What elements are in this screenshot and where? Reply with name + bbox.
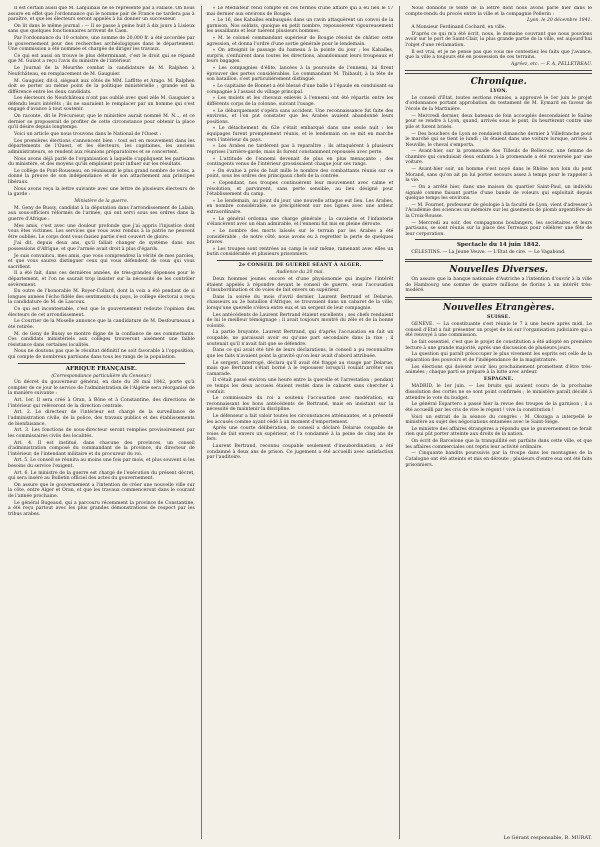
- article-paragraph: On raconte, dit le Précurseur, que le ministère aurait nommé M. N..., et ce dernier se proposerait de profiter de cette circonstance pour obtenir la place qu'il désire depuis longtemps.: [8, 114, 195, 131]
- article-paragraph: « Le lendemain, au point du jour, une nouvelle attaque eut lieu. Les Arabes, en nombre considérable, se précipitèrent sur nos lignes avec une ardeur extraordinaire.: [206, 198, 394, 216]
- article-paragraph: Le conseil d'Etat, toutes sections réunies, a approuvé le 1er juin le projet d'ordonnance portant approbation du testament de M. Eymard en faveur de l'école de la Martinière.: [405, 95, 593, 112]
- section-heading-nouvelles-diverses: Nouvelles Diverses.: [449, 265, 548, 276]
- article-paragraph: GENÈVE. — La constituante s'est réunie le 7 à une heure après midi. Le conseil d'Etat a fait présenter un projet de loi sur l'organisation judiciaire qui a été renvoyé à une commission.: [405, 322, 593, 339]
- article-paragraph: CÉLESTINS. — La Jeune Veuve. — L'Etat de cire. — Le Vagabond.: [411, 250, 566, 256]
- article-paragraph: Art. 2. Le directeur de l'intérieur est chargé de la surveillance de l'administration civile, de la police, des travaux publics et des établissements de bienfaisance.: [8, 410, 195, 427]
- section-divider: [18, 363, 185, 364]
- article-paragraph: « Cependant, nos troupes continuèrent leur mouvement avec calme et résolution, et parvinrent, sans perte sensible, au lieu désigné pour l'établissement du camp.: [206, 181, 394, 198]
- article-paragraph: — Avant-hier, sur la promenade des Tilleuls de Bellecour, une femme de chambre qui conduisait deux enfants à la promenade a été renversée par une voiture.: [405, 149, 593, 166]
- article-paragraph: Voici un article que nous trouvons dans le National de l'Ouest :: [14, 131, 162, 137]
- section-divider: [405, 70, 592, 73]
- article-paragraph: Le collège de Pont-Rousseau, en réunissant le plus grand nombre de votes, a donné la preuve de son indépendance et de son attachement aux principes libéraux.: [8, 168, 195, 185]
- article-paragraph: « M. le colonel commandant supérieur de Bougie résolut de châtier cette agression, et donna l'ordre d'une sortie générale pour le lendemain.: [206, 36, 394, 47]
- section-heading-conseil: 2e CONSEIL DE GUERRE SÉANT À ALGER.: [238, 261, 362, 268]
- article-paragraph: Mes amis, c'est avec une douleur profonde que j'ai appris l'injustice dont vous êtes victimes. Les services que vous avez rendus à la patrie ne peuvent être oubliés. Le corps dont vous faisiez partie s'est couvert de gloire.: [8, 223, 195, 240]
- article-paragraph: Le défenseur a fait valoir toutes les circonstances atténuantes, et a présenté les accusés comme ayant cédé à un moment d'emportement.: [206, 414, 394, 425]
- article-paragraph: Le général Espartero a passé hier la revue des troupes de la garnison ; il a été accueilli par les cris de vive le régent ! vive la constitution !: [405, 402, 593, 413]
- minister-heading: Ministère de la guerre.: [74, 198, 129, 204]
- article-paragraph: En outre de l'honorable M. Royer-Collard, dont la voix a été pendant de si longues années l'écho fidèle des sentiments du pays, le collège électoral a reçu la candidature de M. de Lascoux.: [8, 289, 195, 306]
- letter-signature: Agréez, etc. — F. A. PELLETREAU.: [511, 61, 593, 67]
- article-paragraph: — On a arrêté hier, dans une maison du quartier Saint-Paul, un individu signalé comme faisant partie d'une bande de voleurs qui exploitait depuis quelque temps les environs.: [405, 185, 593, 202]
- article-paragraph: Voici un extrait de la séance du congrès : M. Olozaga a interpellé le ministère au sujet des négociations entamées avec le Saint-Siége.: [405, 414, 593, 426]
- article-paragraph: Les premières élections s'annoncent bien : tout est en mouvement dans les départements de l'Ouest, et les électeurs, les capitaines, les anciens administrateurs, se rendent aux réunions préparatoires et se concertent.: [8, 138, 195, 155]
- article-paragraph: « Le détachement du 62e s'était embarqué dans une seule nuit : les équipages furent promptement réunis, et le lendemain on se mit en marche vers l'intérieur du pays.: [206, 126, 394, 143]
- article-paragraph: Je suis convaincu, mes amis, que vous comprendrez la vérité de mes paroles, et que vous saurez distinguer ceux qui vous défendent de ceux qui vous sacrifient.: [8, 253, 195, 270]
- article-paragraph: Le Journal de la Meurthe combat la candidature de M. Ralphen à Neufchâteau, en remplacement de M. Gauguier.: [8, 66, 195, 77]
- article-paragraph: — Mercredi dernier, deux bateaux de foin accouplés descendaient le Saône pour se rendre à Lyon, quand, arrivés sous le pont, ils heurtèrent contre une pile et furent brisés.: [405, 113, 593, 130]
- article-paragraph: On assure que le gouvernement a l'intention de créer une nouvelle ville sur la côte, entre Alger et Oran, et que les travaux commenceront dans le courant de l'année prochaine.: [8, 482, 195, 500]
- article-paragraph: Le Courrier de la Moselle annonce que la candidature de M. Desfourneaux a été retirée.: [8, 319, 195, 330]
- article-paragraph: Le fait essentiel, c'est que le projet de constitution a été adopté en première lecture à une grande majorité, après une discussion de plusieurs jours.: [405, 340, 593, 351]
- article-paragraph: Par l'ordonnance du 10 octobre, une somme de 20,000 fr. a été accordée par le gouvernement pour des recherches archéologiques dans le département. Une commission a été nommée et chargée de diriger les travaux.: [8, 36, 195, 53]
- article-paragraph: Ce qui est incontestable, c'est que le gouvernement redoute l'opinion des électeurs de cet arrondissement.: [8, 307, 195, 318]
- subsection-heading-suisse: SUISSE.: [486, 313, 511, 320]
- article-paragraph: On lit dans le même journal : — Il se passe à peine huit à dix jours à Lisieux sans que quelques fonctionnaires arrivent de Caen.: [8, 23, 195, 35]
- article-paragraph: « On évalue à près de huit mille le nombre des combattants réunis sur ce point, sous les ordres des principaux chefs de la contrée.: [206, 168, 394, 180]
- gerant-signature: Le Gérant responsable, B. MURAT.: [503, 835, 592, 841]
- article-paragraph: « Le général ordonna une charge générale ; la cavalerie et l'infanterie s'élancèrent avec un élan admirable, et l'ennemi fut mis en pleine déroute.: [206, 216, 394, 228]
- article-paragraph: Il est certain aussi que M. Lanjuinais ne se représente pas à Falaise. On nous assure en effet que l'ordonnance qui le nomme pair de France ne tardera pas à paraître, et que les électeurs seront appelés à lui donner un successeur.: [8, 6, 195, 23]
- article-paragraph: « Le 16, des Kabaïles embusqués dans un ravin attaquèrent un convoi de la garnison. Nos soldats, quoique en petit nombre, repoussèrent vigoureusement les assaillants et leur tuèrent plusieurs hommes.: [206, 18, 394, 35]
- article-paragraph: « Le capitaine de Bonnet a été blessé d'une balle à l'épaule en conduisant sa compagnie à l'assaut du village principal.: [206, 84, 394, 95]
- article-paragraph: « On atteignit le passage du hameau à la pointe du jour ; les Kabaïles, surpris, s'enfuirent dans toutes les directions, abandonnant leurs troupeaux et leurs bagages.: [206, 48, 394, 65]
- article-paragraph: Art. 3. Les fonctions de sous-directeur seront remplies provisoirement par les commissaires civils des localités.: [8, 428, 195, 439]
- article-paragraph: A Monsieur Ferdinand Cochard, en ville.: [411, 25, 506, 31]
- article-paragraph: Un décret du gouverneur général, en date du 28 mai 1842, porte qu'à compter de ce jour le service de l'administration de l'Algérie sera réorganisé de la manière suivante :: [8, 380, 195, 397]
- article-paragraph: « Les compagnies d'élite, lancées à la poursuite de l'ennemi, lui firent éprouver des pertes considérables. Le commandant M. Thibault, à la tête de son bataillon, s'est particulièrement distingué.: [206, 66, 394, 83]
- article-paragraph: Nous avons reçu la lettre suivante avec une lettre de plusieurs électeurs de la garde :: [8, 186, 195, 198]
- article-paragraph: On assure que la banque nationale d'Autriche a l'intention d'ouvrir à la ville de Hambourg une somme de quatre millions de florins à un intérêt très-modéré.: [405, 277, 593, 294]
- section-subheading: (Correspondance particulière du Censeur.): [51, 373, 152, 379]
- section-divider: [405, 297, 592, 300]
- letter-dateline: Lyon, le 20 décembre 1841.: [527, 18, 593, 24]
- article-paragraph: J'ai dit, depuis deux ans, qu'il fallait changer de système dans nos possessions d'Afrique, et que l'armée avait droit à plus d'égards.: [8, 241, 195, 252]
- article-paragraph: — M. Fournet, professeur de géologie à la faculté de Lyon, vient d'adresser à l'Académie des sciences un mémoire sur les gisements de plomb argentifère de la Croix-Rousse.: [405, 202, 593, 219]
- section-heading-chronique: Chronique.: [470, 76, 527, 87]
- article-paragraph: Le ministre des affaires étrangères a répondu que le gouvernement ne ferait rien qui pût porter atteinte aux droits de la nation.: [405, 426, 593, 438]
- article-paragraph: — Mercredi au soir, des compagnons boulangers, les sociétaires et leurs partisans, se sont réunis sur la place des Terreaux pour célébrer une fête de leur corporation.: [405, 220, 593, 237]
- article-paragraph: Art. 4. Il est institué, dans chacune des provinces, un conseil d'administration composé du commandant de la province, du directeur de l'intérieur, de l'intendant militaire et du procureur du roi.: [8, 440, 195, 457]
- article-paragraph: Nous avons déjà parlé de l'organisation à laquelle s'appliquent les partisans du ministère, et des moyens qu'ils emploient pour influer sur les résultats.: [8, 156, 195, 168]
- column-right: [399, 6, 592, 839]
- section-heading-spectacle: Spectacle du 14 juin 1842.: [456, 242, 541, 249]
- article-paragraph: Laurent Bertrand, reconnu coupable seulement d'insubordination, a été condamné à deux ans de prison. Ce jugement a été accueilli avec satisfaction par l'auditoire.: [206, 444, 394, 461]
- article-paragraph: Art. 1er. Il sera créé à Oran, à Bône et à Constantine, des directions de l'intérieur qui relèveront de la direction centrale.: [8, 398, 195, 409]
- article-paragraph: Il a été fait, dans ces dernières années, de très-grandes dépenses pour le département, et l'on ne saurait trop insister sur la nécessité de les contrôler sévèrement.: [8, 271, 195, 288]
- article-paragraph: Art. 5. Le conseil se réunira au moins une fois par mois, et plus souvent si les besoins du service l'exigent.: [8, 458, 195, 469]
- article-paragraph: Les électeurs de Neufchâteau n'ont pas oublié avec quel zèle M. Gauguier a défendu leurs intérêts ; ils ne sauraient le remplacer par un homme qui s'est engagé d'avance à tout soutenir.: [8, 96, 195, 113]
- article-paragraph: Les antécédents de Laurent Bertrand étaient excellents ; ses chefs rendaient de lui le meilleur témoignage ; il avait toujours montré du zèle et de la bonne volonté.: [206, 312, 394, 329]
- section-divider: [415, 239, 582, 240]
- column-left: [8, 6, 195, 839]
- article-paragraph: Deux hommes jeunes encore et d'une physionomie qui inspire l'intérêt étaient appelés à répondre devant le conseil de guerre, sous l'accusation d'insubordination et de voies de fait envers un supérieur.: [206, 277, 394, 294]
- article-paragraph: Ce qui est aussi on trouve le plus déterminant, c'est le droit qui se répand que M. Guizot a reçu l'avis du ministre de l'intérieur.: [8, 53, 195, 65]
- section-heading-nouvelles-etrangeres: Nouvelles Etrangères.: [443, 302, 555, 313]
- article-paragraph: Dans ce qui avait été tiré de leurs déclarations, le conseil a pu reconnaître que les faits n'avaient point la gravité qu'on leur avait d'abord attribuée.: [206, 348, 394, 359]
- article-paragraph: Après une courte délibération, le conseil a déclaré Delarue coupable de voies de fait envers un supérieur, et l'a condamné à la peine de cinq ans de fers.: [206, 426, 394, 443]
- article-paragraph: D'après ce qui m'a été écrit, nous, le domaine couvrant que nous pouvions avoir sur le port de Saint-Clair, la plus grande partie de la ville, est aujourd'hui l'objet d'une réclamation.: [405, 31, 593, 48]
- article-paragraph: — Cinquante bandits poursuivis par la troupe dans les montagnes de la Catalogne ont été atteints et mis en déroute ; plusieurs d'entre eux ont été faits prisonniers.: [405, 451, 593, 468]
- article-paragraph: Les élections qui doivent avoir lieu prochainement promettent d'être très-animées ; chaque parti se prépare à la lutte avec ardeur.: [405, 364, 593, 376]
- article-paragraph: « Les Arabes ne tardèrent pas à reparaître ; ils attaquèrent à plusieurs reprises l'arrière-garde, mais ils furent constamment repoussés avec perte.: [206, 144, 394, 155]
- article-paragraph: — Avant-hier soir, un homme s'est noyé dans le Rhône non loin du pont Morand, sans qu'on ait pu lui porter secours assez à temps pour le rappeler à la vie.: [405, 167, 593, 184]
- article-paragraph: Nous donnons le texte de la lettre dont nous avons parlé hier dans le compte-rendu du procès entre la ville et la compagnie Pellerin :: [405, 6, 593, 17]
- subsection-heading-lyon: LYON.: [489, 87, 508, 94]
- section-divider: [217, 260, 384, 261]
- article-paragraph: M. Gauguier, dit-il, siégeait aux côtés de MM. Laffitte et Arago. M. Ralphen doit se porter au même point de la politique ministérielle ; grande est la différence entre les deux candidats.: [8, 78, 195, 95]
- article-paragraph: Il s'était passé environ une heure entre la querelle et l'arrestation ; pendant ce temps les deux accusés étaient restés dans le cabaret sans chercher à s'enfuir.: [206, 378, 394, 395]
- article-paragraph: « Le Médiateur rend compte en ces termes d'une affaire qui a eu lieu le 17 mai dernier aux environs de Bougie.: [206, 6, 394, 17]
- article-paragraph: On écrit de Barcelone que la tranquillité est parfaite dans cette ville, et que les affaires commerciales ont repris leur activité ordinaire.: [405, 439, 593, 450]
- article-paragraph: — Des bouchers de Lyon se rendaient dimanche dernier à Villefranche pour le marché qui se tient le lundi ; ils étaient dans une voiture lorsque, arrivés à Neuville, le cheval s'emporta.: [405, 131, 593, 148]
- article-paragraph: « L'attitude de l'ennemi devenait de plus en plus menaçante ; des contingents venus de l'intérieur grossissaient chaque jour ses rangs.: [206, 156, 394, 168]
- article-paragraph: « Les mulets et les chevaux enlevés à l'ennemi ont été répartis entre les différents corps de la colonne, suivant l'usage.: [206, 96, 394, 107]
- article-paragraph: « Les troupes sont rentrées au camp le soir même, ramenant avec elles un butin considérable et plusieurs prisonniers.: [206, 246, 394, 258]
- section-heading-afrique: AFRIQUE FRANÇAISE.: [65, 365, 137, 372]
- section-divider: [405, 259, 592, 262]
- section-subheading: Audience du 20 mai.: [276, 270, 324, 276]
- subsection-heading-espagne: ESPAGNE.: [483, 376, 514, 383]
- article-paragraph: Le commissaire du roi a soutenu l'accusation avec modération, en reconnaissant les bons antécédents de Bertrand, mais en insistant sur la nécessité de maintenir la discipline.: [206, 396, 394, 413]
- column-middle: [201, 6, 394, 839]
- article-paragraph: M. Geny de Bussy, candidat à la députation dans l'arrondissement de Lalain, aux sous-officiers réformés de l'armée, qui ont servi sous ses ordres dans la guerre d'Afrique :: [8, 205, 195, 222]
- article-paragraph: Le sergent, interrogé, déclara qu'il avait été frappé au visage par Delarue, mais que Bertrand s'était borné à le repousser lorsqu'il voulait arrêter son camarade.: [206, 360, 394, 377]
- article-paragraph: Le général Bugeaud, qui a parcouru récemment la province de Constantine, a été reçu partout avec les plus grandes démonstrations de respect par les tribus arabes.: [8, 500, 195, 517]
- article-paragraph: Il est vrai, et je ne pense pas que vous me contestiez les faits que j'avance, que la ville a toujours été en possession de ces terrains.: [405, 49, 593, 61]
- article-paragraph: La question qui paraît préoccuper le plus vivement les esprits est celle de la séparation des pouvoirs et de l'indépendance de la magistrature.: [405, 352, 593, 363]
- article-paragraph: Nous ne doutons pas que le résultat définitif ne soit favorable à l'opposition, qui compte de nombreux partisans dans tous les rangs de la population.: [8, 349, 195, 361]
- article-paragraph: La partie bruyante, Laurent Bertrand, qui d'après l'accusation en fait un coupable, ne paraissait avoir eu qu'une part secondaire dans la rixe ; il soutenait qu'il n'avait fait que se défendre.: [206, 330, 394, 347]
- article-paragraph: MADRID, le 1er juin. — Les bruits qui avaient couru de la prochaine dissolution des cortès ne se sont point confirmés ; le ministère paraît décidé à attendre le vote du budget.: [405, 384, 593, 401]
- article-paragraph: « Le débarquement s'opéra sans accident. Une reconnaissance fut faite des environs, et l'on put constater que les Arabes avaient abandonné leurs positions.: [206, 108, 394, 125]
- article-paragraph: Dans la soirée du mois d'avril dernier, Laurent Bertrand et Delarue, chasseurs au 2e bataillon d'Afrique, se trouvaient dans un cabaret de la ville, lorsqu'une querelle s'éleva entre eux et un sergent de leur compagnie.: [206, 294, 394, 311]
- article-paragraph: Art. 6. Le ministre de la guerre est chargé de l'exécution du présent décret, qui sera inséré au Bulletin officiel des actes du gouvernement.: [8, 470, 195, 482]
- article-paragraph: « Le nombre des morts laissés sur le terrain par les Arabes a été considérable ; de notre côté, nous avons eu à regretter la perte de quelques braves.: [206, 229, 394, 246]
- article-paragraph: M. de Geny de Bussy se montre digne de la confiance de ses commettants. Ces candidats ministériels aux collèges trouveront aisément une faible résistance dans certaines localités.: [8, 331, 195, 348]
